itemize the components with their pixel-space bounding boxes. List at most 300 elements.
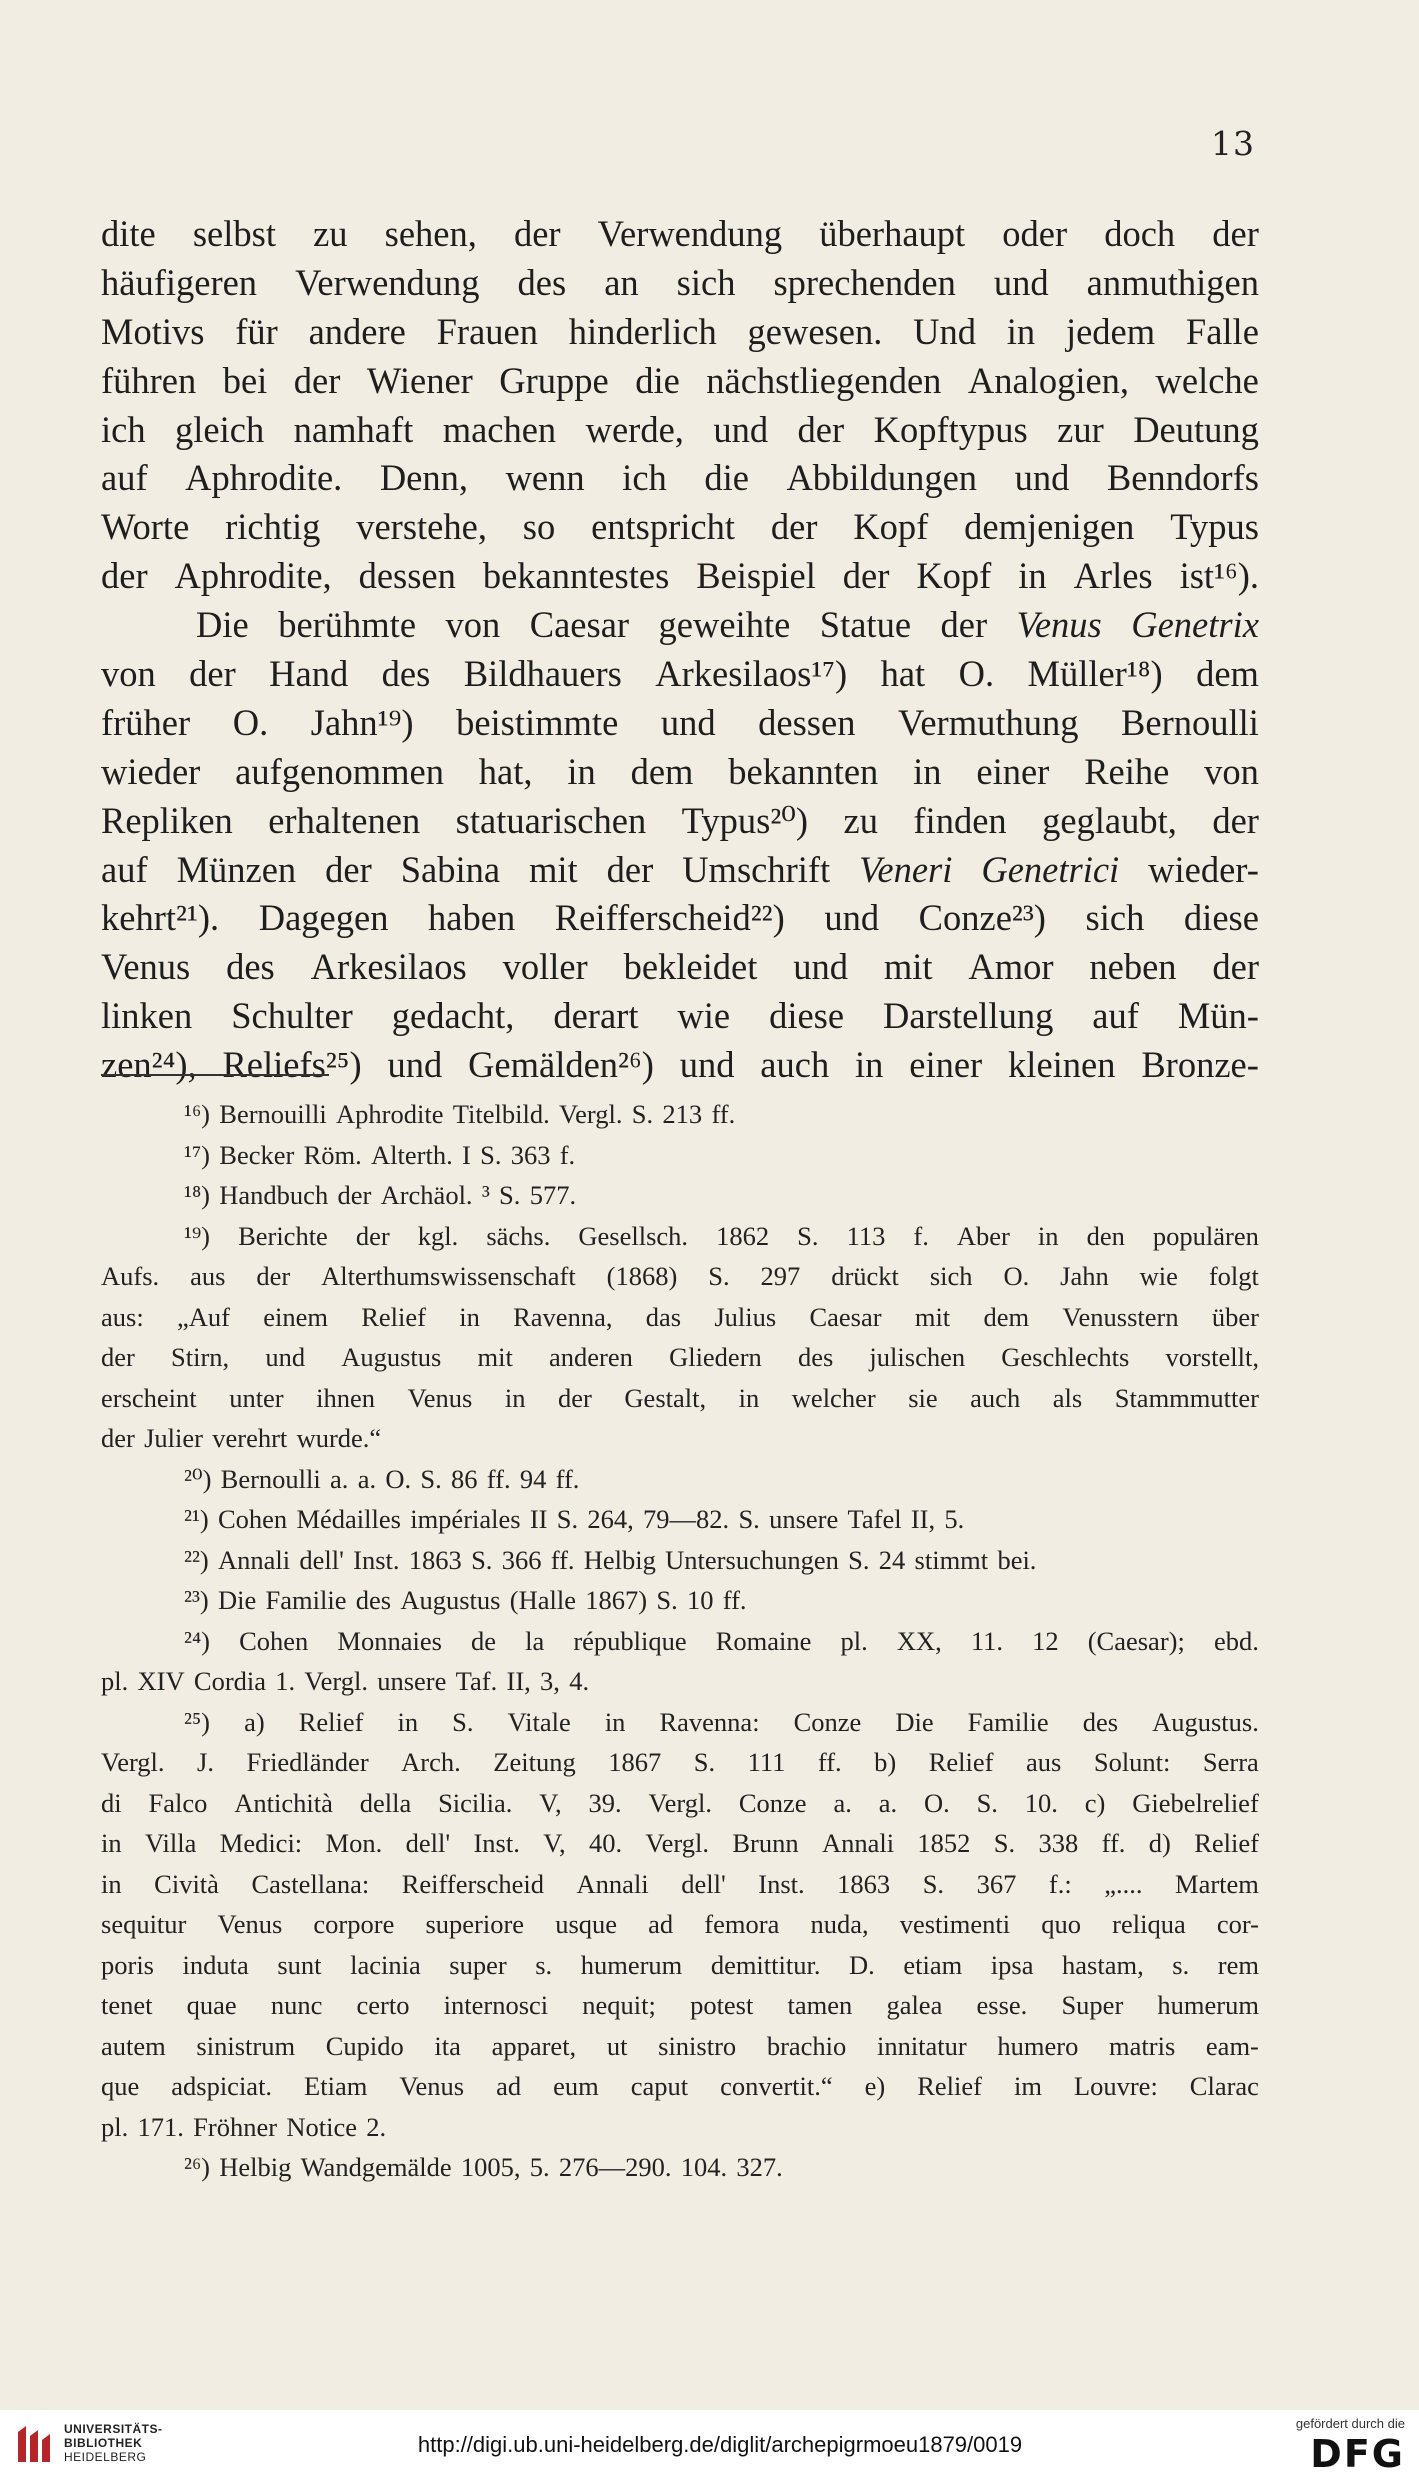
footnote-word: verehrt: [212, 1423, 288, 1453]
footnote-word: der: [256, 1261, 291, 1291]
text-word: gedacht,: [391, 995, 515, 1037]
footnote-word: pl.: [840, 1625, 868, 1656]
footnote-word: 4.: [569, 1666, 590, 1696]
text-word: derart: [553, 995, 639, 1037]
text-word: zur: [1057, 408, 1104, 450]
text-word: Münzen: [176, 848, 297, 890]
footnote-word: ²⁵): [184, 1706, 211, 1737]
text-word: und: [679, 1044, 735, 1086]
footnote-word: Geschlechts: [1001, 1342, 1130, 1372]
text-word: ich: [101, 408, 146, 450]
footnote-word: erscheint: [101, 1382, 197, 1413]
footnote-word: 1005,: [460, 2152, 521, 2182]
footnote-line: [101, 1661, 1259, 1702]
footnote-line: [101, 2147, 1259, 2188]
text-word: Kopftypus: [873, 408, 1028, 450]
text-word: Bernoulli: [1121, 701, 1259, 743]
text-line: [101, 308, 1259, 357]
footnote-word: (Caesar);: [1087, 1625, 1185, 1656]
footnote-word: in: [101, 1828, 122, 1858]
text-word: haben: [428, 897, 516, 939]
footnote-word: des: [1082, 1706, 1119, 1737]
text-word: dem: [630, 750, 694, 792]
footnote-word: dem: [983, 1301, 1030, 1332]
footnote-word: super: [449, 1949, 507, 1980]
text-word: Bildhauers: [463, 653, 622, 695]
text-word: neben: [1089, 946, 1177, 988]
text-word: Jahn¹⁹): [310, 701, 414, 743]
footnote-word: V,: [539, 1787, 562, 1818]
text-word: an: [604, 261, 639, 303]
footnote-word: Antichità: [234, 1787, 333, 1818]
footnote-line: [101, 1945, 1259, 1986]
footnote-word: Conze: [738, 1787, 807, 1818]
footnote-word: ita: [434, 2030, 461, 2061]
text-word: Motivs: [101, 310, 205, 352]
text-word: wenn: [505, 457, 585, 499]
footnote-word: 3,: [540, 1666, 560, 1696]
text-word: führen: [101, 359, 197, 401]
footnote-word: Cohen: [239, 1625, 309, 1656]
text-word: der: [293, 359, 341, 401]
footnote-word: 2.: [366, 2111, 387, 2142]
footnote-word: XIV: [137, 1666, 185, 1696]
footnote-word: 39.: [588, 1787, 622, 1818]
footnote-word: ¹⁹): [184, 1220, 211, 1251]
footnote-word: c): [1084, 1787, 1106, 1818]
footnote-word: der: [101, 1423, 135, 1453]
footnote-word: Relief: [917, 2071, 982, 2101]
footnote-word: Wandgemälde: [300, 2152, 452, 2182]
footnote-word: pl.: [101, 2111, 129, 2142]
footnote-word: ff.: [817, 1747, 842, 1777]
text-word: namhaft: [293, 408, 414, 450]
footnote-word: 12: [1032, 1625, 1059, 1656]
footnote-word: Vergl.: [645, 1828, 709, 1858]
footnote-word: Monnaies: [337, 1625, 442, 1656]
text-word: machen: [442, 408, 557, 450]
footnote-word: a.: [357, 1463, 377, 1494]
text-word: Caesar: [529, 604, 630, 646]
footnote-word: populären: [1152, 1220, 1259, 1251]
text-word: zen²⁴),: [101, 1044, 197, 1086]
footnote-word: 367: [976, 1868, 1017, 1899]
footnote-word: aus: [1026, 1747, 1062, 1777]
footnote-word: sunt: [277, 1949, 322, 1980]
text-word: Frauen: [436, 310, 538, 352]
footnote-word: ff.: [1101, 1828, 1126, 1858]
footnote-word: 1.: [275, 1666, 296, 1696]
text-word: der: [1212, 946, 1259, 988]
text-word: in: [567, 750, 596, 792]
footnote-line: [101, 1094, 1259, 1135]
footnote-word: Ravenna,: [513, 1301, 613, 1332]
footnote-word: 1852: [917, 1828, 971, 1858]
page-url[interactable]: http://digi.ub.uni-heidelberg.de/diglit/archepigrmoeu1879/0019: [417, 2432, 1023, 2457]
text-word: der: [1212, 213, 1259, 254]
footnote-word: Brunn: [732, 1828, 799, 1858]
footnote-word: femora: [704, 1909, 780, 1939]
footnote-word: im: [1013, 2071, 1042, 2101]
footnote-word: reliqua: [1112, 1909, 1186, 1939]
text-word: bei: [222, 359, 268, 401]
footnote-word: des: [355, 1585, 392, 1615]
footnote-word: 11.: [970, 1625, 1004, 1656]
footnote-word: sinistrum: [196, 2030, 296, 2061]
text-word: wie: [677, 995, 731, 1037]
text-word: von: [101, 653, 156, 695]
footnote-word: Annali: [217, 1544, 291, 1575]
footnote-word: S.: [499, 1180, 521, 1210]
footnote-word: Médailles: [296, 1504, 401, 1534]
footnote-word: vorstellt,: [1165, 1342, 1259, 1372]
footnote-word: 40.: [588, 1828, 623, 1858]
footnote-word: S.: [797, 1220, 819, 1251]
footnote-word: dell': [681, 1868, 726, 1899]
text-word: in: [1006, 310, 1036, 352]
footnote-word: usque: [555, 1909, 618, 1939]
text-word: der: [770, 506, 818, 548]
footnote-word: potest: [690, 1990, 754, 2020]
footnote-word: impériales: [410, 1504, 521, 1534]
footnote-word: 577.: [529, 1180, 577, 1210]
text-word: Veneri: [859, 848, 953, 890]
footnote-word: Villa: [144, 1828, 197, 1858]
text-line: [101, 601, 1259, 650]
text-word: dem: [1196, 653, 1259, 695]
footnote-word: ff.: [550, 1544, 575, 1575]
footnote-word: Romaine: [715, 1625, 812, 1656]
text-word: Beispiel: [696, 555, 816, 597]
text-word: bekleidet: [623, 946, 758, 988]
footnote-word: Gliedern: [669, 1342, 762, 1372]
footnote-word: das: [645, 1301, 682, 1332]
footnote-word: Annali: [821, 1828, 895, 1858]
text-word: Schulter: [231, 995, 353, 1037]
footnote-word: Relief: [298, 1706, 364, 1737]
university-library-logo-icon: [14, 2422, 58, 2466]
footnote-word: Röm.: [303, 1139, 362, 1170]
footnote-word: Medici:: [219, 1828, 303, 1858]
text-word: zu: [843, 799, 878, 841]
footnote-word: superiore: [425, 1909, 525, 1939]
footnote-word: 338: [1038, 1828, 1079, 1858]
text-word: zu: [313, 213, 348, 254]
footnote-word: J.: [197, 1747, 214, 1777]
text-word: in: [855, 1044, 884, 1086]
footnote-word: Venus: [399, 2071, 465, 2101]
text-word: bekanntestes: [482, 555, 670, 597]
footnote-word: nequit;: [582, 1990, 656, 2020]
footnote-word: sinistro: [658, 2030, 737, 2061]
footnote-word: quo: [1041, 1909, 1082, 1939]
text-word: finden: [913, 799, 1007, 841]
footnote-word: I: [461, 1139, 471, 1170]
footnote-line: [101, 1904, 1259, 1945]
text-word: der: [940, 604, 988, 646]
footnote-word: julischen: [869, 1342, 966, 1372]
footnote-word: der: [337, 1180, 372, 1210]
footnote-word: quae: [186, 1990, 237, 2020]
footnote-word: ff.: [711, 1099, 736, 1129]
footnote-word: S.: [708, 1261, 730, 1291]
footnote-word: kgl.: [417, 1220, 459, 1251]
text-word: überhaupt: [819, 213, 966, 254]
footnote-word: Cupido: [325, 2030, 404, 2061]
text-word: verstehe,: [356, 506, 487, 548]
text-line: [101, 454, 1259, 503]
text-word: Darstellung: [883, 995, 1054, 1037]
text-word: Deutung: [1133, 408, 1259, 450]
footnote-word: di: [101, 1787, 122, 1818]
footnote-word: Mon.: [325, 1828, 383, 1858]
footnote-word: Becker: [219, 1139, 295, 1170]
footnote-word: Fröhner: [193, 2111, 278, 2142]
footnote-word: Vergl.: [558, 1099, 623, 1129]
footnote-word: ¹⁷): [184, 1139, 211, 1170]
footnote-word: Handbuch: [219, 1180, 329, 1210]
footnote-word: Bernoulli: [220, 1463, 321, 1494]
text-word: Müller¹⁸): [1027, 653, 1163, 695]
text-line: [101, 992, 1259, 1041]
text-word: des: [517, 261, 567, 303]
text-word: Sabina: [400, 848, 501, 890]
text-word: mit: [528, 848, 578, 890]
text-word: Amor: [968, 946, 1054, 988]
footnote-line: [101, 1864, 1259, 1905]
text-word: häufigeren: [101, 261, 258, 303]
text-word: dessen: [758, 701, 856, 743]
footnote-word: O.: [385, 1463, 412, 1494]
footnote-word: S.: [480, 1139, 502, 1170]
text-word: sehen,: [384, 213, 477, 254]
footnote-word: dell': [299, 1544, 344, 1575]
footnote-word: e): [864, 2071, 886, 2101]
text-line: [101, 259, 1259, 308]
footnote-word: ²²): [184, 1544, 209, 1575]
footnote-word: mit: [477, 1342, 513, 1372]
footnote-word: Tafel: [847, 1504, 902, 1534]
footnote-word: Inst.: [473, 1828, 520, 1858]
footnote-word: Augustus: [341, 1342, 442, 1372]
text-word: anmuthigen: [1086, 261, 1259, 303]
footnote-word: ¹⁶): [184, 1099, 211, 1129]
footnote-word: Cordia: [193, 1666, 267, 1696]
text-word: Repliken: [101, 799, 233, 841]
footnote-word: Alterth.: [371, 1139, 453, 1170]
footnote-word: que: [101, 2071, 140, 2101]
footnote-word: S.: [848, 1544, 870, 1575]
footnote-word: della: [359, 1787, 412, 1818]
footnote-word: ²⁴): [184, 1625, 211, 1656]
text-word: Typus²⁰): [681, 799, 809, 841]
text-word: Venus: [1016, 604, 1102, 646]
text-word: Bronze-: [1141, 1044, 1259, 1086]
footnote-word: corpore: [313, 1909, 395, 1939]
footnote-word: ¹⁸): [184, 1180, 211, 1210]
footnote-word: ²⁶): [184, 2152, 211, 2182]
text-word: auch: [760, 1044, 830, 1086]
text-word: Abbildungen: [786, 457, 978, 499]
text-word: Die: [196, 604, 249, 646]
text-word: so: [522, 506, 556, 548]
text-word: Falle: [1185, 310, 1259, 352]
footnotes: [101, 1094, 1259, 2188]
text-word: Hand: [269, 653, 349, 695]
footnote-word: matris: [1109, 2030, 1176, 2061]
footnote-word: Stammmutter: [1114, 1382, 1259, 1413]
footnote-line: [101, 1985, 1259, 2026]
text-word: und: [387, 1044, 443, 1086]
footnote-word: 276—290.: [558, 2152, 672, 2182]
footnote-word: in: [1037, 1220, 1059, 1251]
footnote-word: Aphrodite: [336, 1099, 444, 1129]
footnote-word: „....: [1104, 1868, 1143, 1899]
text-word: O.: [958, 653, 995, 695]
footnote-word: d): [1148, 1828, 1171, 1858]
footnote-line: [101, 1337, 1259, 1378]
footnote-word: wie: [1139, 1261, 1178, 1291]
footnote-word: der: [558, 1382, 592, 1413]
footnote-word: unter: [229, 1382, 284, 1413]
body-text: [101, 210, 1259, 1090]
footnote-line: [101, 2066, 1259, 2107]
footnote-word: Ravenna:: [659, 1706, 760, 1737]
text-word: voller: [502, 946, 588, 988]
footnote-word: tamen: [787, 1990, 853, 2020]
text-word: der: [842, 555, 890, 597]
text-word: statuarischen: [455, 799, 647, 841]
footnote-line: [101, 1135, 1259, 1176]
footnote-word: Relief: [1194, 1828, 1259, 1858]
text-word: Arkesilaos: [310, 946, 467, 988]
footnote-line: [101, 1378, 1259, 1419]
footnote-word: 10: [686, 1585, 714, 1615]
footnote-word: ³: [481, 1180, 490, 1210]
footnote-word: vestimenti: [899, 1909, 1011, 1939]
footnote-word: f.: [913, 1220, 929, 1251]
footnote-word: Die: [217, 1585, 257, 1615]
text-word: ist¹⁶).: [1179, 555, 1259, 597]
footnote-word: 1867): [585, 1585, 648, 1615]
footnote-word: in: [101, 1868, 122, 1899]
footnote-word: II: [529, 1504, 548, 1534]
text-word: früher: [101, 701, 191, 743]
footnote-word: S.: [452, 1706, 474, 1737]
footnote-word: Inst.: [353, 1544, 400, 1575]
footnote-word: aus: [190, 1261, 226, 1291]
text-word: gleich: [175, 408, 265, 450]
footnote-word: 264,: [587, 1504, 634, 1534]
text-word: diese: [1183, 897, 1259, 939]
footnote-word: drückt: [831, 1261, 899, 1291]
text-word: Vermuthung: [898, 701, 1079, 743]
footnote-word: Venusstern: [1062, 1301, 1179, 1332]
text-word: Genetrix: [1131, 604, 1259, 646]
footnote-word: Augustus.: [1152, 1706, 1259, 1737]
footnote-word: Vergl.: [304, 1666, 368, 1696]
footnote-word: Bernouilli: [219, 1099, 327, 1129]
footnote-word: sie: [908, 1382, 938, 1413]
footnote-word: unsere: [377, 1666, 447, 1696]
footnote-word: über: [1211, 1301, 1259, 1332]
footnote-word: Notice: [286, 2111, 357, 2142]
footnote-word: auch: [970, 1382, 1021, 1413]
text-word: einer: [976, 750, 1050, 792]
footnote-word: S.: [471, 1544, 493, 1575]
text-word: geglaubt,: [1042, 799, 1177, 841]
text-word: auf: [101, 457, 148, 499]
footnote-word: des: [797, 1342, 834, 1372]
text-word: entspricht: [591, 506, 736, 548]
footnote-word: 10.: [1024, 1787, 1058, 1818]
footnote-word: Familie: [265, 1585, 347, 1615]
text-word: auf: [1092, 995, 1139, 1037]
footnote-word: 366: [501, 1544, 542, 1575]
footnote-word: Annali: [576, 1868, 649, 1899]
footnote-word: 111: [747, 1747, 786, 1777]
footnote-word: a.: [878, 1787, 898, 1818]
footnote-word: der: [355, 1220, 390, 1251]
text-word: und: [793, 946, 848, 988]
footnote-word: f.: [559, 1139, 576, 1170]
footnote-word: 363: [510, 1139, 551, 1170]
text-word: beistimmte: [456, 701, 619, 743]
footnote-word: Conze: [793, 1706, 862, 1737]
text-word: sich: [1085, 897, 1145, 939]
footnote-word: (Halle: [509, 1585, 576, 1615]
text-word: Worte: [101, 506, 190, 548]
text-line: [101, 503, 1259, 552]
text-word: für: [235, 310, 278, 352]
footnote-word: apparet,: [491, 2030, 577, 2061]
footnote-line: [101, 1418, 1259, 1459]
footnote-word: unsere: [769, 1504, 839, 1534]
text-word: der: [101, 555, 148, 597]
footnote-word: S.: [738, 1504, 760, 1534]
footnote-word: Gesellsch.: [578, 1220, 689, 1251]
footnote-word: cor-: [1216, 1909, 1259, 1939]
footnote-word: humerum: [1157, 1990, 1259, 2020]
footnote-word: ²⁰): [184, 1463, 212, 1494]
footnote-word: Cività: [154, 1868, 219, 1899]
footnote-word: Augustus: [400, 1585, 501, 1615]
footnote-word: in: [504, 1382, 526, 1413]
footnote-word: II,: [506, 1666, 531, 1696]
footnote-word: Titelbild.: [452, 1099, 550, 1129]
footnote-line: [101, 1702, 1259, 1743]
footnote-word: dell': [405, 1828, 451, 1858]
text-word: ich: [622, 457, 667, 499]
footnote-word: Alterthumswissenschaft: [321, 1261, 576, 1291]
text-word: der: [513, 213, 561, 254]
text-word: kleinen: [1008, 1044, 1116, 1086]
footnote-word: pl.: [101, 1666, 129, 1696]
text-word: hinderlich: [568, 310, 717, 352]
text-word: und: [824, 897, 880, 939]
funding-caption: gefördert durch die: [1295, 2416, 1405, 2431]
footnote-word: stimmt: [914, 1544, 989, 1575]
footnote-word: Super: [1061, 1990, 1124, 2020]
footnote-word: den: [1086, 1220, 1125, 1251]
footnote-word: sich: [929, 1261, 973, 1291]
footnote-line: [101, 1499, 1259, 1540]
footnote-word: etiam: [903, 1949, 963, 1980]
footnote-word: wurde.“: [296, 1423, 382, 1453]
footnote-word: Falco: [148, 1787, 208, 1818]
footnote-word: in: [604, 1706, 626, 1737]
text-word: oder: [1002, 213, 1068, 254]
